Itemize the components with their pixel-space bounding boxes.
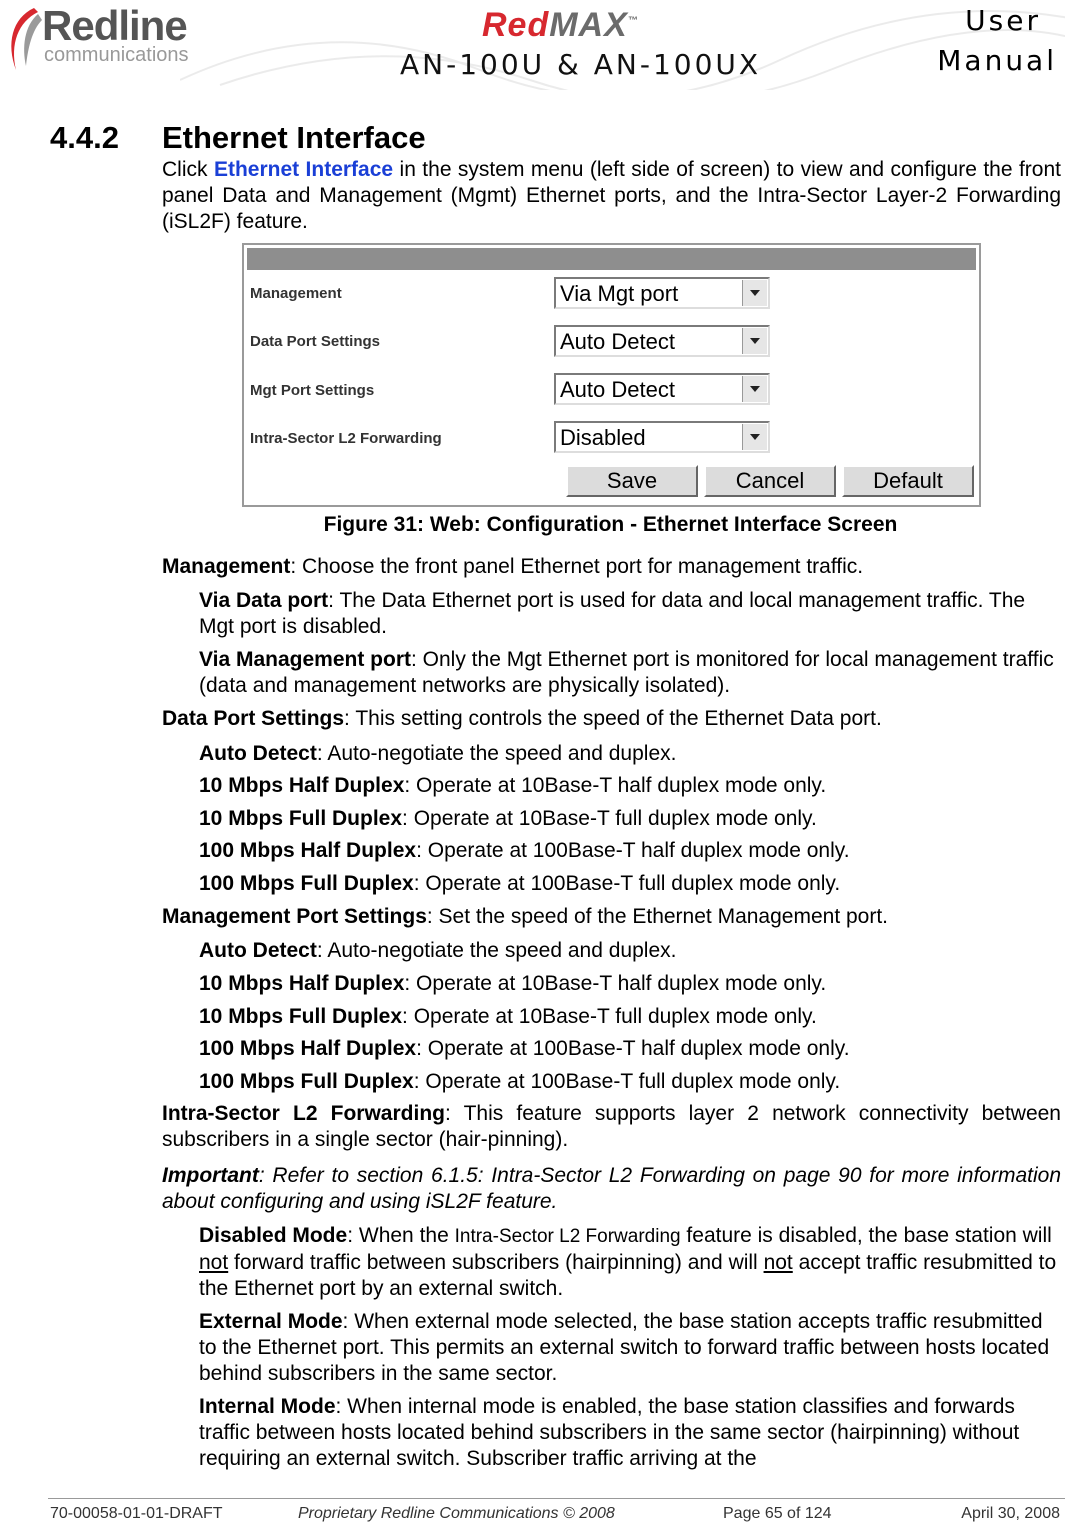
- data-port-settings-paragraph: Data Port Settings: This setting controls the speed of the Ethernet Data port.: [162, 707, 882, 730]
- mgmt-speed-option: 10 Mbps Half Duplex: Operate at 10Base-T half duplex mode only.: [199, 972, 827, 995]
- mgt-port-settings-select[interactable]: Auto Detect: [554, 373, 770, 405]
- product-model: AN-100U & AN-100UX: [400, 48, 762, 81]
- intra-sector-l2-forwarding-label: Intra-Sector L2 Forwarding: [250, 430, 442, 447]
- mgt-port-settings-label: Mgt Port Settings: [250, 382, 375, 399]
- intra-sector-l2-forwarding-select[interactable]: Disabled: [554, 421, 770, 453]
- ethernet-interface-link[interactable]: Ethernet Interface: [213, 158, 394, 181]
- footer-doc-id: 70-00058-01-01-DRAFT: [50, 1505, 223, 1522]
- product-logo-red: Red: [482, 6, 550, 44]
- data-speed-option: 100 Mbps Half Duplex: Operate at 100Base-T half duplex mode only.: [199, 839, 850, 862]
- disabled-mode-paragraph: Disabled Mode: When the Intra-Sector L2 Forwarding feature is disabled, the base station will not forward traffic between subscribers (hairpinning) and will not accept traffic resubmitted to the Ethernet port by an external switch.: [199, 1224, 1057, 1300]
- figure-caption: Figure 31: Web: Configuration - Ethernet Interface Screen: [323, 513, 898, 536]
- footer-divider: [48, 1498, 1065, 1499]
- cancel-button[interactable]: Cancel: [704, 465, 836, 497]
- via-data-port-paragraph: Via Data port: The Data Ethernet port is used for data and local management traffic. The Mgt port is disabled.: [199, 589, 1026, 638]
- intra-sector-forwarding-paragraph: Intra-Sector L2 Forwarding: This feature supports layer 2 network connectivity between subscribers in a single sector (hair-pinning).: [162, 1102, 1061, 1151]
- chevron-down-icon[interactable]: [742, 424, 767, 450]
- via-management-port-paragraph: Via Management port: Only the Mgt Ethernet port is monitored for local management traffic (data and management networks are physically isolated).: [199, 648, 1054, 697]
- footer-page-number: Page 65 of 124: [723, 1505, 832, 1522]
- intro-paragraph: Click Ethernet Interface in the system menu (left side of screen) to view and configure the front panel Data and Management (Mgmt) Ethernet ports, and the Intra-Sector Layer-2 Forwarding (iSL2F) feature.: [162, 158, 1061, 233]
- data-port-settings-select[interactable]: Auto Detect: [554, 325, 770, 357]
- management-select[interactable]: Via Mgt port: [554, 277, 770, 309]
- company-logo-text: Redline: [42, 2, 187, 49]
- mgmt-speed-option: Auto Detect: Auto-negotiate the speed and duplex.: [199, 939, 677, 962]
- company-logo-subtext: communications: [44, 44, 189, 66]
- doc-type-line2: Manual: [937, 44, 1057, 77]
- data-port-settings-label: Data Port Settings: [250, 333, 381, 350]
- internal-mode-paragraph: Internal Mode: When internal mode is enabled, the base station classifies and forwards traffic between hosts located behind subscribers in the same sector (hairpinning) without requiring an external switch. Subscriber traffic arriving at the: [199, 1395, 1020, 1470]
- product-logo-gray: MAX: [549, 6, 628, 44]
- chevron-down-icon[interactable]: [742, 328, 767, 354]
- product-logo: [482, 6, 639, 45]
- footer-date: April 30, 2008: [961, 1505, 1060, 1522]
- external-mode-paragraph: External Mode: When external mode selected, the base station accepts traffic resubmitted to the Ethernet port. This permits an external switch to forward traffic between hosts located behind subscribers in the same sector.: [199, 1310, 1050, 1385]
- management-paragraph: Management: Choose the front panel Ethernet port for management traffic.: [162, 555, 864, 578]
- trademark-symbol: ™: [627, 15, 639, 27]
- mgmt-speed-option: 100 Mbps Half Duplex: Operate at 100Base-T half duplex mode only.: [199, 1037, 850, 1060]
- save-button[interactable]: Save: [566, 465, 698, 497]
- footer-copyright: Proprietary Redline Communications © 2008: [298, 1505, 615, 1522]
- mgmt-speed-option: 100 Mbps Full Duplex: Operate at 100Base-T full duplex mode only.: [199, 1070, 841, 1093]
- management-port-settings-paragraph: Management Port Settings: Set the speed of the Ethernet Management port.: [162, 905, 889, 928]
- chevron-down-icon[interactable]: [742, 280, 767, 306]
- screen-title-bar: [247, 248, 976, 270]
- important-note: Important: Refer to section 6.1.5: Intra-Sector L2 Forwarding on page 90 for more information about configuring and using iSL2F feature.: [162, 1164, 1061, 1213]
- data-speed-option: Auto Detect: Auto-negotiate the speed and duplex.: [199, 742, 677, 765]
- default-button[interactable]: Default: [842, 465, 974, 497]
- data-speed-option: 100 Mbps Full Duplex: Operate at 100Base-T full duplex mode only.: [199, 872, 841, 895]
- section-title: Ethernet Interface: [162, 120, 426, 155]
- data-speed-option: 10 Mbps Half Duplex: Operate at 10Base-T half duplex mode only.: [199, 774, 827, 797]
- doc-type-line1: User: [965, 4, 1041, 37]
- section-number: 4.4.2: [50, 120, 119, 155]
- mgmt-speed-option: 10 Mbps Full Duplex: Operate at 10Base-T full duplex mode only.: [199, 1005, 817, 1028]
- data-speed-option: 10 Mbps Full Duplex: Operate at 10Base-T full duplex mode only.: [199, 807, 817, 830]
- redline-swoosh-icon: [4, 4, 44, 74]
- management-label: Management: [250, 285, 342, 302]
- chevron-down-icon[interactable]: [742, 376, 767, 402]
- ethernet-interface-screen: [242, 243, 981, 507]
